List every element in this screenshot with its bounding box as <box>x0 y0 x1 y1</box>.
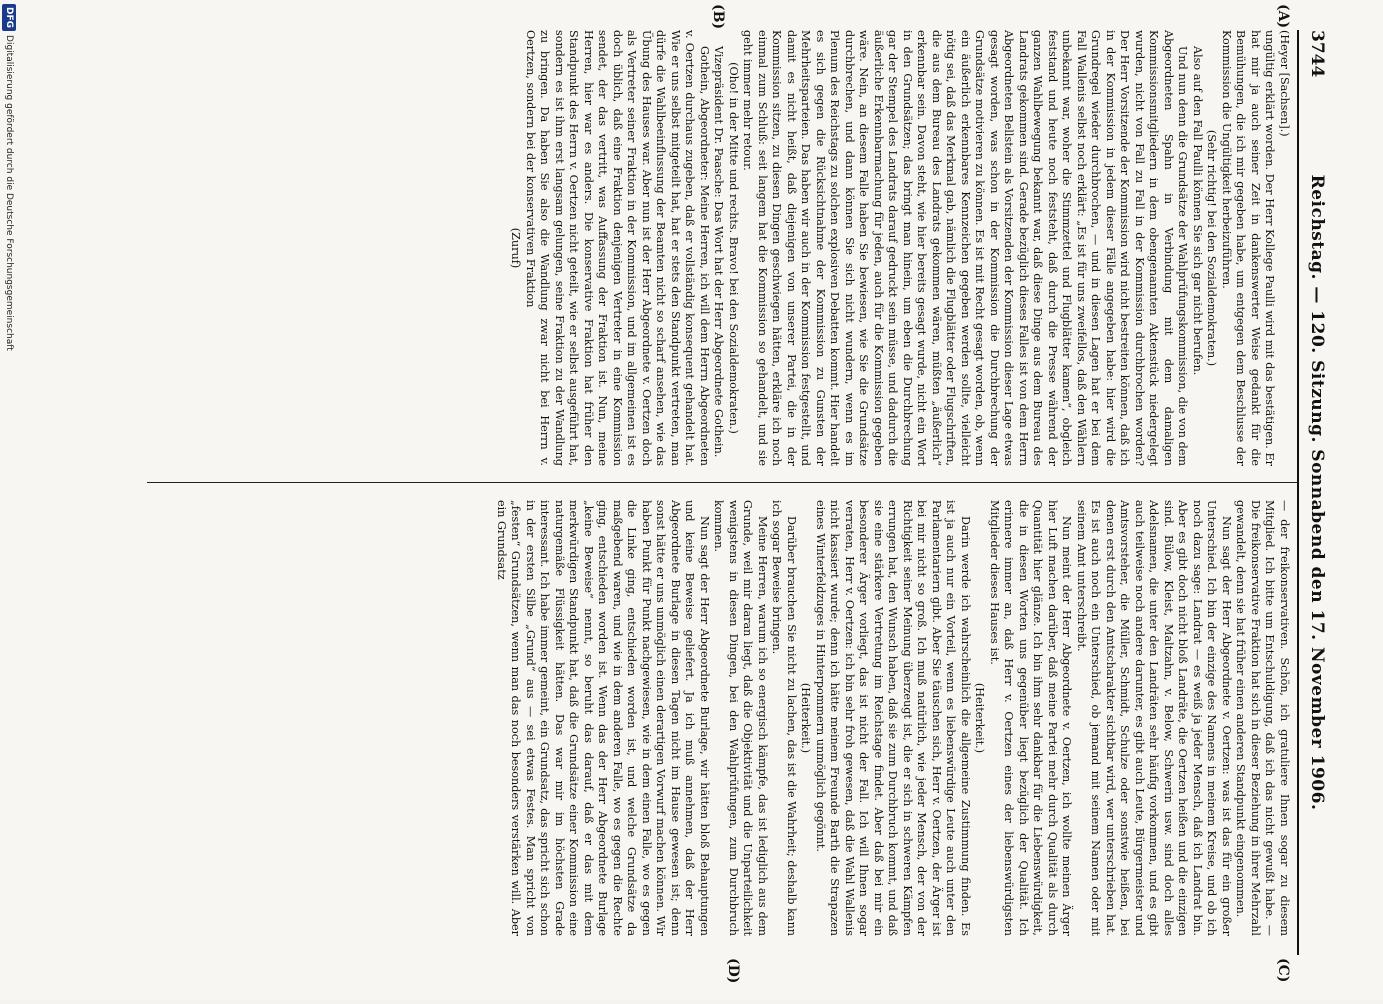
footer-text: Digitalisierung gefördert durch die Deutsche Forschungsgemeinschaft <box>4 35 14 351</box>
margin-marker-a: (A) <box>1275 4 1291 29</box>
page-content <box>61 4 1331 984</box>
margin-marker-b: (B) <box>710 4 726 30</box>
digitization-footer <box>2 0 16 1004</box>
paragraph: Vizepräsident Dr. Paasche: Das Wort hat der Herr Abgeordnete Gothein. <box>712 46 726 458</box>
paragraph: Darin werde ich wahrscheinlich die allgemeine Zustimmung finden. Es ist ja auch nur ein Vorteil, wenn es liebenswürdige Leute auch unter den Parlamentariern gibt. Aber Sie täuschen sich, Herr v. Oertzen, der Ärger ist bei mir nicht so groß. Ich muß natürlich, wie jeder Mensch, der von der Richtigkeit seiner Meinung überzeugt ist, die er sich in schweren Kämpfen errungen hat, den Wunsch haben, daß sie zum Durchbruch kommt, und daß sie eine stärkere Vertretung im Reichstage findet. Aber daß bei mir ein besonderer Ärger vorliegt, das ist nicht der Fall. Ich will Ihnen sogar verraten, Herr v. Oertzen: ich bin sehr froh gewesen, daß die Wahl Wallenis nicht kassiert wurde; denn ich hätte meinem Freunde Barth die Strapazen eines Winterfeldzuges in Hinterpommern unmöglich gegönnt. <box>814 500 972 936</box>
paragraph: Darüber brauchen Sie nicht zu lachen, das ist die Wahrheit; deshalb kann ich sogar Beweise bringen. <box>770 500 798 936</box>
page-number: 3744 <box>1307 30 1327 78</box>
paragraph: ungültig erklärt worden. Der Herr Kollege Paulli wird mit das bestätigen. Er hat mir ja auch seiner Zeit in dankenswerter Weise gedankt für die Bemühungen, die ich mir gegeben habe, um entgegen dem Beschlusse der Kommission die Ungültigkeit herbeizuführen. <box>1220 30 1277 466</box>
paragraph: Nun sagt der Herr Abgeordnete Burlage, wir hätten bloß Behauptungen und keine Beweise geliefert. Ja ich muß annehmen, daß der Herr Abgeordnete Burlage in diesen Tagen nicht im Hause gewesen ist; denn sonst hätte er uns unmöglich einen derartigen Vorwurf machen können. Wir haben Punkt für Punkt nachgewiesen, wie in dem einen Falle, wo es gegen die Linke ging, entschieden worden ist, und welche Grundsätze da maßgebend waren, und wie in dem anderen Falle, wo es gegen die Rechte ging, entschieden worden ist. Wenn das der Herr Abgeordnete Burlage „keine Beweise“ nennt, so beruht das darauf, daß er das mit dem merkwürdigen Standpunkt hat, daß die Grundsätze einer Kommission eine naturgemäße Flüssigkeit hätten. Das war mir im höchsten Grade interessant. Ich habe immer gemeint, ein Grundsatz, das spricht sich schon in der ersten Silbe „Grund“ aus — sei etwas Festes. Man spricht von „festen“ Grundsätzen, wenn man das noch besonders verstärken will. Aber ein Grundsatz <box>495 500 711 936</box>
paragraph: Gothein, Abgeordneter: Meine Herren, ich will dem Herrn Abgeordneten v. Oertzen durchaus zugeben, daß er vollständig konsequent gehandelt hat. Wie er uns selbst mitgeteilt hat, hat er stets den Standpunkt vertreten, man dürfe die Wahlbeeinflussung der Beamten nicht so scharf ansehen, wie das Übung des Hauses war. Aber nun ist der Herr Abgeordnete v. Oertzen doch als Vertreter seiner Fraktion in der Kommission, und im allgemeinen ist es doch üblich, daß eine Fraktion denjenigen Vertreter in eine Kommission sendet, der das vertritt, was Auffassung der Fraktion ist. Nun, meine Herren, hier war es anders. Die konservative Fraktion hat früher den Standpunkt des Herrn v. Oertzen nicht geteilt, wie er selbst ausgeführt hat, sondern es ist ihm erst langsam gelungen, seine Fraktion zu der Wandlung zu bringen. Da haben Sie also die Wandlung zwar nicht bei Herrn v. Oertzen, sondern bei der konservativen Fraktion <box>524 30 711 466</box>
left-column <box>508 30 1291 466</box>
interjection: (Heiterkeit.) <box>973 682 987 754</box>
paragraph: Also auf den Fall Paulli können Sie sich gar nicht berufen. <box>1191 46 1204 376</box>
interjection: (Heiterkeit.) <box>799 682 813 754</box>
interjection: (Sehr richtig! bei den Sozialdemokraten.) <box>1205 129 1219 367</box>
speaker-tag: (Heyer [Sachsen].) <box>1278 30 1291 137</box>
margin-marker-d: (D) <box>725 958 741 984</box>
paragraph: Nun meint der Herr Abgeordnete v. Oertzen, ich wollte meinen Ärger hier Luft machen darüber, daß meine Partei mehr durch Qualität als durch Quantität hier glänze. Ich bin ihm sehr dankbar für die Liebenswürdigkeit, die in diesen Worten uns gegenüber liegt bezüglich der Qualität. Ich erinnere immer an, daß Herr v. Oertzen eines der liebenswürdigsten Mitglieder dieses Hauses ist. <box>988 500 1074 936</box>
interjection: (Zuruf) <box>509 227 523 269</box>
page-title: Reichstag. — 120. Sitzung. Sonnabend den 17. November 1906. <box>1307 174 1327 811</box>
right-column <box>494 500 1292 936</box>
paragraph: Und nun denn die Grundsätze der Wahlprüfungskommission, die von dem Abgeordneten Spahn in Verbindung mit dem damaligen Kommissionsmitgliedern in dem obengenannten Aktenstück niedergelegt wurden, nicht von Fall zu Fall in der Kommission durchbrochen worden? Der Herr Vorsitzende der Kommission wird nicht bestreiten können, daß ich in der Kommission in jedem dieser Fälle angegeben habe: hier wird die Grundregel wieder durchbrochen, — und in diesen Lagen hat er bei dem Fall Wallenis selbst noch erklärt: „Es ist für uns zweifellos, daß den Wählern unbekannt war, woher die Stimmzettel und Flugblätter kamen“, obgleich feststand und heute noch feststeht, daß durch die Presse während der ganzen Wahlbewegung bekannt war, daß diese Dinge aus dem Bureau des Landrats gekommen sind. Gerade bezüglich dieses Falles ist von dem Herrn Abgeordneten Bellstein als Vorsitzenden der Kommission dieser Lage etwas gesagt worden, was schon in der Kommission die Durchbrechung der Grundsätze motivieren zu können. Es ist mit Recht gesagt worden, ob, wenn ein äußerlich erkennbares Kennzeichen gegeben werden sollte, vielleicht nötig sei, daß das Merkmal gab, nämlich die Flugblätter oder Flugschriften, die aus dem Bureau des Landrats gekommen wären, müßten „äußerlich“ erkennbar sein. Davon steht, wie hier bereits gesagt wurde, nicht ein Wort in den Grundsätzen; das bringt man hinein, um eben die Durchbrechung gar der Stempel des Landrats darauf gedruckt sein müsse, und dadurch die äußerliche Erkennbarmachung für jeden, auch für die Kommission gegeben wäre. Nein, an diesem Falle haben Sie bewiesen, wie Sie die Grundsätze durchbrechen, und dann können Sie sich nicht wundern, wenn es im Plenum des Reichstags zu solchen explosiven Debatten kommt. Hier handelt es sich gegen die Rücksichtnahme der Kommission zu Gunsten der Mehrheitsparteien. Das haben wir auch in der Kommission festgestellt, und damit es nicht heißt, daß diejenigen von unserer Partei, die in der Kommission sitzen, zu diesen Dingen geschwiegen hätten, erkläre ich noch einmal zum Schluß: seit langem hat die Kommission so gehandelt, und sie geht immer mehr retour. <box>741 30 1190 466</box>
paragraph: Meine Herren, warum ich so energisch kämpfe, das ist lediglich aus dem Grunde, weil mir daran liegt, daß die Objektivität und die Unparteilichkeit wenigstens in diesen Dingen, bei den Wahlprüfungen, zum Durchbruch kommen. <box>712 500 769 936</box>
interjection: (Oho! in der Mitte und rechts. Bravo! bei den Sozialdemokraten.) <box>727 62 740 434</box>
paragraph: — der freikonservativen. Schön, ich gratuliere Ihnen sogar zu diesem Mitglied. Ich bitte um Entschuldigung, daß ich das nicht gewußt habe. — Die freikonservative Fraktion hat sich in dieser Beziehung in ihrer Mehrzahl gewandelt, denn sie hat früher einen anderen Standpunkt eingenommen. <box>1234 500 1291 936</box>
column-divider <box>147 482 1297 483</box>
paragraph: Nun sagt der Herr Abgeordnete v. Oertzen: was ist das für ein großer Unterschied. Ich bin der einzige des Namens in meinem Kreise, und ob ich noch dazu sage: Landrat — es weiß ja jeder Mensch, daß ich Landrat bin. Aber es gibt doch nicht bloß Landräte, die Oertzen heißen und die einzigen sind. Bülow, Kleist, Maltzahn, v. Below, Schwerin usw. sind doch alles Adelsnamen, die unter den Landräten sehr häufig vorkommen, und es gibt auch teilweise noch andere darunter, es gibt auch Leute, Bürgermeister und Amtsvorsteher, die Müller, Schmidt, Schulze oder sonstwie heißen, bei denen erst durch den Amtscharakter sichtbar wird, wer unterschrieben hat. Es ist auch noch ein Unterschied, ob jemand mit seinem Namen oder mit seinem Amt unterschreibt. <box>1075 500 1233 936</box>
margin-marker-c: (C) <box>1275 958 1291 983</box>
dfg-logo: DFG <box>2 4 16 31</box>
running-header <box>1297 30 1331 955</box>
